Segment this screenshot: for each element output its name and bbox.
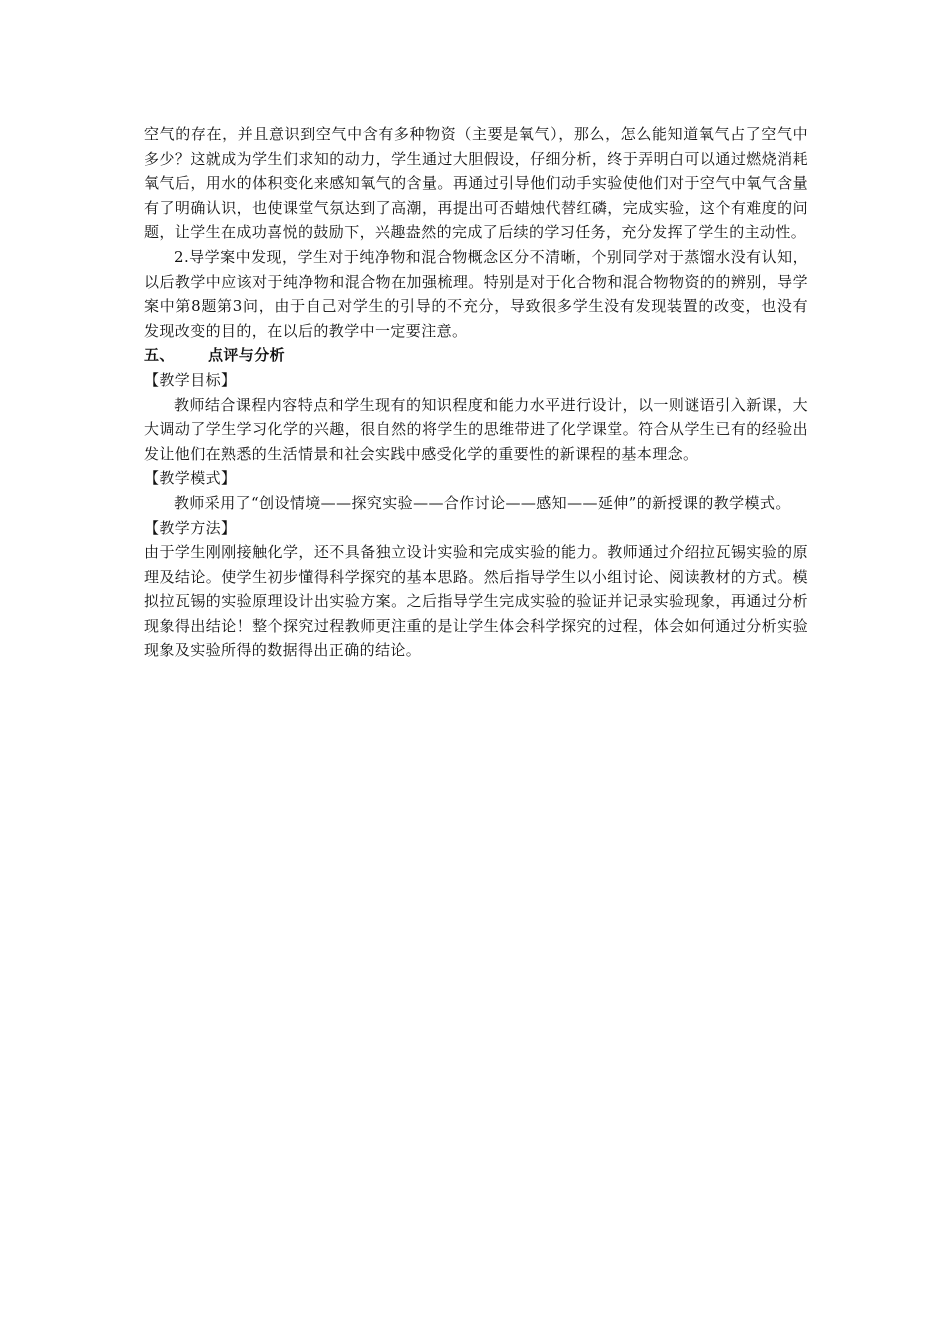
section-heading <box>144 343 808 368</box>
paragraph-item-2: 2.导学案中发现，学生对于纯净物和混合物概念区分不清晰，个别同学对于蒸馏水没有认知，以后教学中应该对于纯净物和混合物在加强梳理。特别是对于化合物和混合物物资的的辨别，导学案中第8题第3问，由于自己对学生的引导的不充分，导致很多学生没有发现装置的改变，也没有发现改变的目的，在以后的教学中一定要注意。 <box>144 247 808 340</box>
label-teaching-goal: 【教学目标】 <box>144 370 237 389</box>
label-teaching-method: 【教学方法】 <box>144 518 237 537</box>
paragraph-teaching-mode: 教师采用了“创设情境——探究实验——合作讨论——感知——延伸”的新授课的教学模式。 <box>174 493 791 512</box>
section-title: 点评与分析 <box>208 346 286 365</box>
paragraph-teaching-method: 由于学生刚刚接触化学，还不具备独立设计实验和完成实验的能力。教师通过介绍拉瓦锡实验的原理及结论。使学生初步懂得科学探究的基本思路。然后指导学生以小组讨论、阅读教材的方式。模拟拉瓦锡的实验原理设计出实验方案。之后指导学生完成实验的验证并记录实验现象，再通过分析现象得出结论！整个探究过程教师更注重的是让学生体会科学探究的过程，体会如何通过分析实验现象及实验所得的数据得出正确的结论。 <box>144 543 808 660</box>
document-page <box>144 122 808 663</box>
label-teaching-mode: 【教学模式】 <box>144 469 237 488</box>
paragraph-continuation: 空气的存在，并且意识到空气中含有多种物资（主要是氧气），那么，怎么能知道氧气占了空气中多少？这就成为学生们求知的动力，学生通过大胆假设，仔细分析，终于弄明白可以通过燃烧消耗氧气后，用水的体积变化来感知氧气的含量。再通过引导他们动手实验使他们对于空气中氧气含量有了明确认识，也使课堂气氛达到了高潮，再提出可否蜡烛代替红磷，完成实验，这个有难度的问题，让学生在成功喜悦的鼓励下，兴趣盎然的完成了后续的学习任务，充分发挥了学生的主动性。 <box>144 125 808 242</box>
section-number: 五、 <box>144 346 175 365</box>
paragraph-teaching-goal: 教师结合课程内容特点和学生现有的知识程度和能力水平进行设计，以一则谜语引入新课，大大调动了学生学习化学的兴趣，很自然的将学生的思维带进了化学课堂。符合从学生已有的经验出发让他们在熟悉的生活情景和社会实践中感受化学的重要性的新课程的基本理念。 <box>144 395 808 463</box>
